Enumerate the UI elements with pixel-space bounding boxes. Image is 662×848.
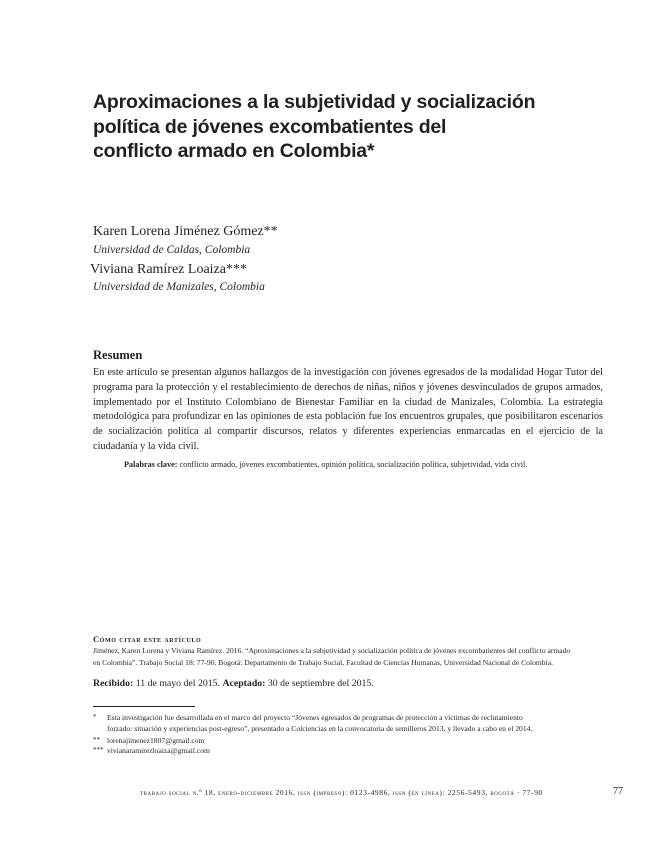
received-accepted <box>93 678 374 689</box>
footnote-email[interactable]: lorenajimenez1807@gmail.com <box>107 736 205 745</box>
title-line: Aproximaciones a la subjetividad y socialización <box>93 91 536 113</box>
keywords-label: Palabras clave: <box>124 460 178 469</box>
title-line: política de jóvenes excombatientes del <box>93 115 447 138</box>
footnote <box>93 746 393 757</box>
author-affiliation: Universidad de Caldas, Colombia <box>93 244 251 256</box>
received-label: Recibido: <box>93 678 134 689</box>
footnote-email[interactable]: vivianaramirezloaiza@gmail.com <box>107 746 210 755</box>
citation-line: Jiménez, Karen Lorena y Viviana Ramírez. 2016. “Aproximaciones a la subjetividad y socialización política de jóvenes excombatientes del conflicto armado <box>93 646 571 655</box>
running-footer: trabajo social n.º 18, enero-diciembre 2016, issn (impreso): 0123-4986, issn (en línea): 2256-5493, bogotá · 77-90 <box>140 788 543 797</box>
accepted-label: Aceptado: <box>222 678 266 689</box>
abstract-heading: Resumen <box>93 348 143 362</box>
footnote <box>93 713 608 735</box>
footnote-divider <box>93 706 195 707</box>
footnote-mark: * <box>93 713 97 721</box>
keywords <box>124 459 604 471</box>
citation-heading: Cómo citar este artículo <box>93 634 202 644</box>
footnote-line: Esta investigación fue desarrollada en el marco del proyecto “Jóvenes egresados de programas de protección a víctimas de reclutamiento <box>107 713 523 722</box>
footnote-line: forzado: situación y experiencias post-egreso”, presentado a Colciencias en la convocatoria de semilleros 2013, y llevado a cabo en el 2014. <box>107 723 533 733</box>
author-affiliation: Universidad de Manizales, Colombia <box>93 281 265 293</box>
author-name: Viviana Ramírez Loaiza*** <box>90 262 247 277</box>
received-date: 11 de mayo del 2015. <box>135 678 220 689</box>
accepted-date: 30 de septiembre del 2015. <box>267 678 374 689</box>
keywords-list: conflicto armado, jóvenes excombatientes, opinión política, socialización política, subjetividad, vida civil. <box>179 460 528 469</box>
author-name: Karen Lorena Jiménez Gómez** <box>93 224 278 239</box>
article-title <box>93 90 573 164</box>
citation-text <box>93 645 605 669</box>
citation-line: en Colombia”. Trabajo Social 18: 77-90. Bogotá: Departamento de Trabajo Social, Facultad de Ciencias Humanas, Universidad Nacional de Colombia. <box>93 657 553 667</box>
footnote-mark: ** <box>93 736 100 744</box>
page-number: 77 <box>613 786 623 797</box>
title-line: conflicto armado en Colombia* <box>93 140 375 162</box>
abstract-text: En este artículo se presentan algunos hallazgos de la investigación con jóvenes egresados de la modalidad Hogar Tutor del programa para la protección y el restablecimiento de derechos de niñas, niños y jóvenes desvinculados de grupos armados, implementado por el Instituto Colombiano de Bienestar Familiar en la ciudad de Manizales, Colombia. La estrategia metodológica para profundizar en las opiniones de esta población fue los encuentros grupales, que posibilitaron escenarios de socialización política al compartir discursos, relatos y diferentes experiencias enmarcadas en el ejercicio de la ciudadanía y la vida civil. <box>93 367 603 452</box>
footnote-mark: *** <box>93 746 104 754</box>
